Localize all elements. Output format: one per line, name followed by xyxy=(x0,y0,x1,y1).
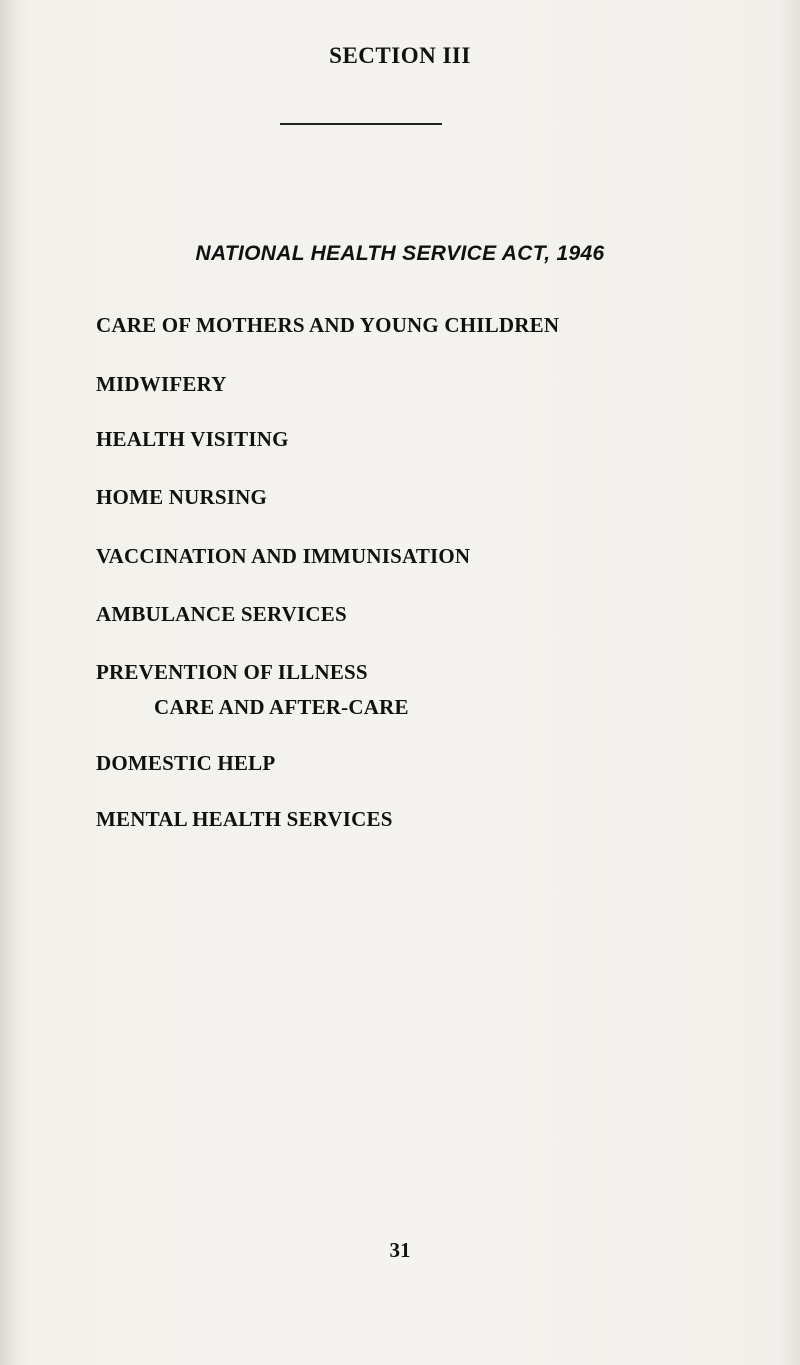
heading-care-and-after-care: CARE AND AFTER-CARE xyxy=(154,695,409,719)
page-number: 31 xyxy=(389,1238,411,1262)
heading-home-nursing: HOME NURSING xyxy=(96,485,267,509)
heading-mental-health-services: MENTAL HEALTH SERVICES xyxy=(96,807,393,831)
heading-ambulance-services: AMBULANCE SERVICES xyxy=(96,602,347,626)
heading-midwifery: MIDWIFERY xyxy=(96,372,227,396)
heading-vaccination: VACCINATION AND IMMUNISATION xyxy=(96,544,471,568)
heading-health-visiting: HEALTH VISITING xyxy=(96,427,289,451)
heading-care-of-mothers: CARE OF MOTHERS AND YOUNG CHILDREN xyxy=(96,313,560,337)
title-underline xyxy=(280,123,442,125)
page-edge-shadow xyxy=(0,0,18,1365)
heading-prevention-of-illness: PREVENTION OF ILLNESS xyxy=(96,660,368,684)
section-title: SECTION III xyxy=(329,43,471,68)
heading-domestic-help: DOMESTIC HELP xyxy=(96,751,276,775)
act-title: NATIONAL HEALTH SERVICE ACT, 1946 xyxy=(195,242,605,265)
